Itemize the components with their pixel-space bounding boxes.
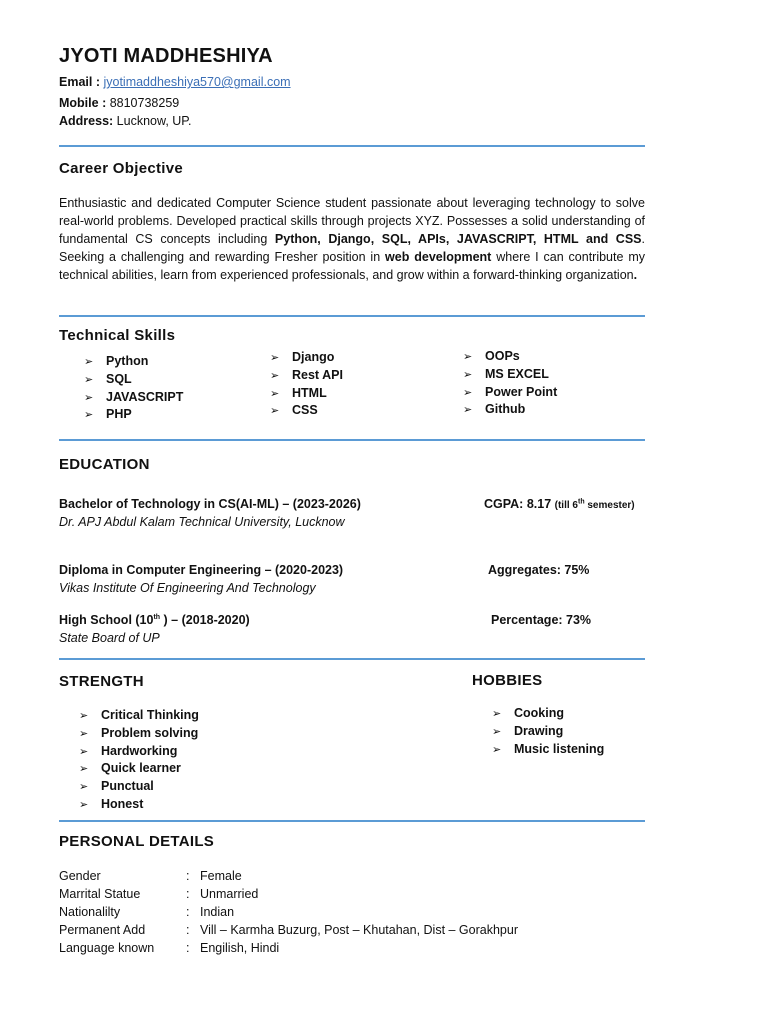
skills-column-1 [84,353,183,424]
detail-label: Gender [59,869,101,883]
skill-label: MS EXCEL [485,366,549,381]
arrowhead-bullet-icon: ➢ [270,387,280,400]
section-divider [59,820,645,822]
address-line [59,114,192,128]
email-label: Email [59,75,93,89]
list-item [463,384,557,402]
strength-label: Honest [101,796,144,811]
email-link[interactable]: jyotimaddheshiya570@gmail.com [103,75,291,89]
address-label: Address: [59,114,114,128]
arrowhead-bullet-icon: ➢ [492,743,502,756]
arrowhead-bullet-icon: ➢ [463,404,473,417]
cgpa-value: CGPA: 8.17 [484,497,552,511]
detail-colon: : [186,941,190,955]
section-divider [59,145,645,147]
objective-skills: Python, Django, SQL, APIs, JAVASCRIPT, HTML and CSS [274,232,642,246]
btech-cgpa [484,497,635,511]
skill-label: Power Point [485,384,558,399]
highschool-percentage: Percentage: 73% [491,613,592,627]
objective-end: . [633,268,638,282]
arrowhead-bullet-icon: ➢ [84,391,94,404]
list-item [492,741,604,759]
list-item [84,389,183,407]
technical-skills-title: Technical Skills [59,327,176,344]
mobile-label: Mobile [59,96,99,110]
skill-label: PHP [106,407,132,422]
arrowhead-bullet-icon: ➢ [84,409,94,422]
skill-label: Rest API [292,367,343,382]
skill-label: Github [485,402,526,417]
detail-label: Language known [59,941,155,955]
email-line: Email : jyotimaddheshiya570@gmail.com [59,75,291,89]
personal-row-address [59,921,518,939]
detail-label: Marrital Statue [59,887,141,901]
list-item [79,760,199,778]
skills-column-2 [270,349,343,420]
list-item [270,385,343,403]
mobile-value: 8810738259 [109,96,180,110]
strength-title: STRENGTH [59,673,144,690]
list-item [463,366,557,384]
skill-label: SQL [106,371,132,386]
diploma-aggregate: Aggregates: 75% [488,563,590,577]
cgpa-note: (till 6th semester) [554,498,635,511]
strength-label: Quick learner [101,761,181,776]
arrowhead-bullet-icon: ➢ [463,351,473,363]
highschool-board: State Board of UP [59,631,160,645]
highschool-degree: High School (10th ) – (2018-2020) [59,613,250,627]
list-item [84,371,183,389]
arrowhead-bullet-icon: ➢ [79,798,89,811]
list-item [79,725,199,743]
career-objective-title: Career Objective [59,160,184,177]
personal-row-language [59,939,279,957]
btech-degree: Bachelor of Technology in CS(AI-ML) – (2023-2026) [59,497,361,511]
arrowhead-bullet-icon: ➢ [79,781,89,794]
skill-label: JAVASCRIPT [106,389,184,404]
section-divider [59,315,645,317]
arrowhead-bullet-icon: ➢ [79,727,89,740]
list-item [492,723,604,741]
candidate-name: JYOTI MADDHESHIYA [59,45,273,67]
objective-role: web development [385,250,492,264]
list-item [79,743,199,761]
list-item [84,353,183,371]
objective-part: Enthusiastic and dedicated Computer Science student passionate about leveraging technology to solve real-world problems. Developed practical skills through projects XYZ. Possesses a solid understanding of fundamental CS concepts including [59,196,645,246]
detail-colon: : [186,905,190,919]
skills-column-3 [463,348,557,419]
strength-label: Critical Thinking [101,708,199,722]
detail-colon: : [186,923,190,937]
skill-label: Django [292,350,335,364]
hobby-label: Drawing [514,723,564,738]
detail-label: Nationalilty [59,905,121,919]
detail-value: Engilish, Hindi [200,941,280,955]
strength-list [79,707,199,814]
diploma-degree: Diploma in Computer Engineering – (2020-2023) [59,563,344,577]
arrowhead-bullet-icon: ➢ [79,710,89,722]
hobbies-list [492,705,604,758]
list-item [79,778,199,796]
arrowhead-bullet-icon: ➢ [270,352,280,364]
personal-row-marital [59,885,258,903]
hobby-label: Music listening [514,741,605,756]
personal-details-title: PERSONAL DETAILS [59,833,215,850]
detail-value: Indian [200,905,235,919]
list-item [270,349,343,367]
list-item [492,705,604,723]
arrowhead-bullet-icon: ➢ [463,386,473,399]
list-item [463,348,557,366]
list-item [270,402,343,420]
strength-label: Hardworking [101,743,178,758]
objective-part: where I can contribute my technical abilities, learn from experienced professionals, and grow within a forward-thinking organization [59,250,645,282]
arrowhead-bullet-icon: ➢ [79,763,89,776]
section-divider [59,658,645,660]
detail-value: Female [200,869,242,883]
skill-label: HTML [292,385,327,400]
detail-colon: : [186,869,190,883]
section-divider [59,439,645,441]
skill-label: Python [106,354,149,368]
skill-label: CSS [292,403,318,418]
arrowhead-bullet-icon: ➢ [463,368,473,381]
detail-label: Permanent Add [59,923,146,937]
mobile-line: Mobile : 8810738259 [59,96,180,110]
detail-value: Unmarried [200,887,259,901]
list-item [84,406,183,424]
address-value: Lucknow, UP. [116,114,192,128]
diploma-institute: Vikas Institute Of Engineering And Technology [59,581,316,595]
arrowhead-bullet-icon: ➢ [492,725,502,738]
list-item [270,367,343,385]
btech-university: Dr. APJ Abdul Kalam Technical University, Lucknow [59,515,345,529]
personal-row-nationality [59,903,234,921]
strength-label: Punctual [101,779,154,794]
arrowhead-bullet-icon: ➢ [84,356,94,368]
arrowhead-bullet-icon: ➢ [79,745,89,758]
arrowhead-bullet-icon: ➢ [84,373,94,386]
arrowhead-bullet-icon: ➢ [270,405,280,418]
personal-row-gender [59,867,242,885]
detail-colon: : [186,887,190,901]
arrowhead-bullet-icon: ➢ [492,708,502,720]
strength-label: Problem solving [101,725,199,740]
skill-label: OOPs [485,349,520,363]
list-item [463,401,557,419]
list-item [79,796,199,814]
arrowhead-bullet-icon: ➢ [270,369,280,382]
objective-part: . Seeking a challenging and rewarding Fresher position in [59,232,645,264]
education-title: EDUCATION [59,456,150,473]
hobby-label: Cooking [514,706,564,720]
career-objective-text [59,194,645,284]
detail-value: Vill – Karmha Buzurg, Post – Khutahan, Dist – Gorakhpur [200,923,518,937]
list-item [79,707,199,725]
hobbies-title: HOBBIES [472,672,543,689]
